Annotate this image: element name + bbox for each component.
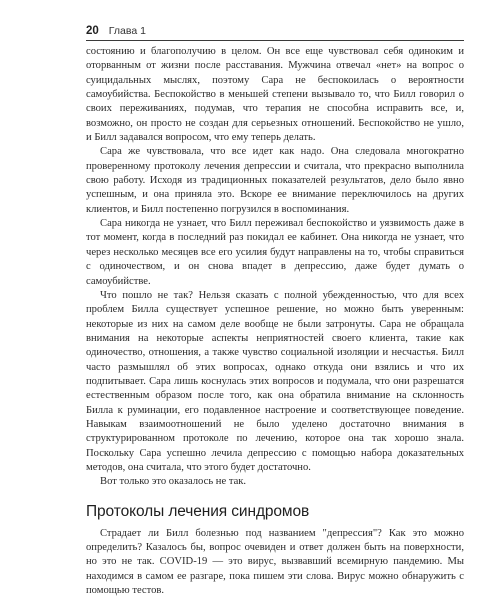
chapter-label: Глава 1 — [108, 25, 146, 37]
paragraph: Страдает ли Билл болезнью под названием "депрессия"? Как это можно определить? Казалось бы, вопрос очевиден и ответ должен быть на поверхности, но это не так. COVID-19 — это вирус, вызвавший всемирную пандемию. Мы находимся в самом ее разгаре, пока пишем эти слова. Вирус можно обнаружить с помощью тестов. — [86, 527, 464, 597]
paragraph: Сара же чувствовала, что все идет как надо. Она следовала многократно проверенному протоколу лечения депрессии и считала, что прекрасно выполнила свою работу. Исходя из традиционных показателей результатов, дело было явно успешным, и она приняла это. Вскоре ее внимание переключилось на других клиентов, и Билл постепенно погрузился в воспоминания. — [86, 146, 464, 215]
paragraph: состоянию и благополучию в целом. Он все еще чувствовал себя одиноким и оторванным от жизни после расставания. Мужчина отвечал «нет» на вопрос о суицидальных мыслях, поэтому Сара не беспокоилась о вероятности самоубийства. Беспокойство в меньшей степени вызывало то, что Билл говорил о своих переживаниях, подумав, что терапия не способна исправить все, и, возможно, он просто не создан для серьезных отношений. Беспокойство не ушло, и Билл задавался вопросом, что ему теперь делать. — [86, 46, 464, 144]
paragraph: Вот только это оказалось не так. — [100, 476, 247, 488]
body-text — [86, 45, 464, 598]
running-header — [86, 25, 464, 41]
paragraph: Сара никогда не узнает, что Билл переживал беспокойство и уязвимость даже в тот момент, когда в последний раз покидал ее кабинет. Она никогда не узнает, что через несколько месяцев все его усилия будут направлены на то, чтобы справиться с одиночеством, и он снова впадет в депрессию, даже будет думать о самоубийстве. — [86, 218, 464, 287]
section-heading: Протоколы лечения синдромов — [86, 502, 310, 520]
page-number: 20 — [86, 25, 99, 37]
paragraph: Что пошло не так? Нельзя сказать с полной убежденностью, что для всех проблем Билла существует успешное решение, но можно быть уверенным: некоторые из них на самом деле вообще не были затронуты. Сара не обращала внимания на некоторые аспекты неприятностей своего клиента, такие как одиночество, отношения, а также чувство социальной изоляции и несчастья. Билл часто размышлял об этих вопросах, однако откуда они взялись и что их подпитывает. Сара лишь коснулась этих вопросов и подумала, что они разрешатся естественным образом после того, как она обратила внимание на склонность Билла к руминации, его подавленное настроение и соответствующее поведение. Навыкам взаимоотношений не было уделено достаточно внимания в структурированном протоколе по лечению, которое она так хорошо знала. Поскольку Сара успешно лечила депрессию с помощью набора доказательных методов, она считала, что этого будет достаточно. — [86, 289, 464, 473]
